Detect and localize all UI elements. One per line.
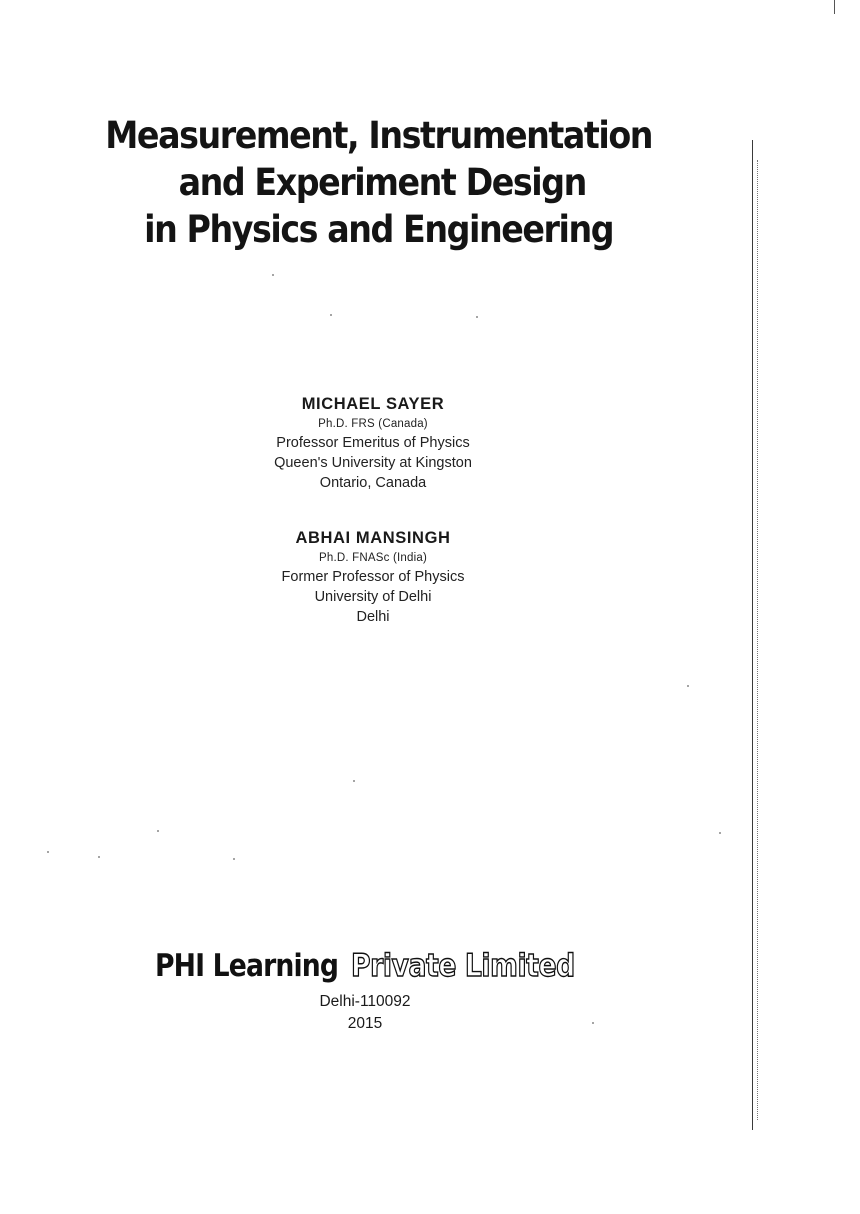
scan-speck [98,856,100,858]
author-affiliation-line: Delhi [356,609,390,625]
page-binding-edge [752,140,753,1130]
scan-edge-mark [834,0,835,14]
scan-speck [157,830,159,832]
author-affiliation-line: Former Professor of Physics [281,569,465,585]
publisher-name-outline: Private Limited [351,948,575,984]
publisher-logo [155,946,575,986]
book-title-line-2: and Experiment Design [178,161,586,204]
scan-speck [353,780,355,782]
scan-speck [233,858,235,860]
book-title-line-1: Measurement, Instrumentation [105,114,653,157]
scan-speck [47,851,49,853]
book-title-line-3: in Physics and Engineering [144,208,614,251]
scan-speck [272,274,274,276]
author-affiliation-line: Professor Emeritus of Physics [276,435,470,451]
publisher-name-solid: PHI Learning [155,948,339,984]
publisher-city: Delhi-110092 [319,993,411,1010]
author-name: ABHAI MANSINGH [295,529,451,547]
author-degree: Ph.D. FNASc (India) [319,552,427,564]
author-name: MICHAEL SAYER [301,395,445,413]
publication-year: 2015 [347,1015,383,1032]
page-binding-shadow [757,160,758,1120]
scan-speck [330,314,332,316]
author-block-sayer [173,393,573,493]
author-affiliation-line: Queen's University at Kingston [274,455,472,471]
scan-speck [687,685,689,687]
author-degree: Ph.D. FRS (Canada) [318,418,428,430]
author-block-mansingh [173,527,573,627]
author-affiliation-line: Ontario, Canada [319,475,427,491]
author-affiliation-line: University of Delhi [314,589,432,605]
scan-speck [592,1022,594,1024]
scan-speck [719,832,721,834]
book-title [38,112,722,253]
scan-speck [476,316,478,318]
